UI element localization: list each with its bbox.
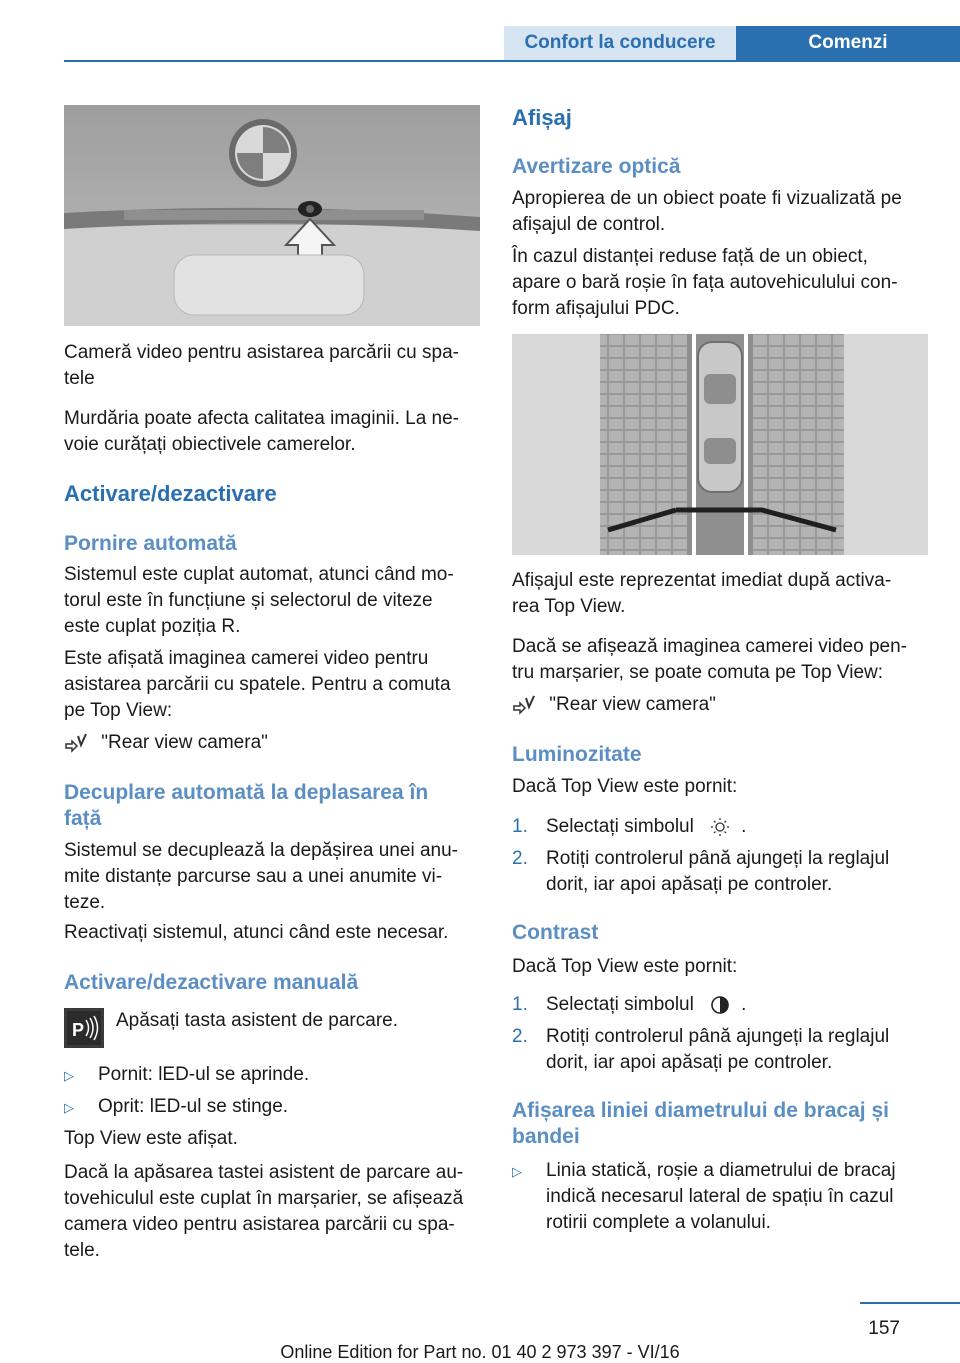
auto-off-text: Sistemul se decuplează la depășirea unei anu‐ mite distanțe parcurse sau a unei anumite vi‐ teze. bbox=[64, 840, 458, 913]
header-rule bbox=[64, 60, 960, 62]
triangle-bullet-icon: ▷ bbox=[64, 1068, 74, 1083]
edition-footer: Online Edition for Part no. 01 40 2 973 397 - VI/16 bbox=[280, 1342, 680, 1362]
heading-optical: Avertizare optică bbox=[512, 155, 681, 178]
contrast-step-1: 1. Selectați simbolul . bbox=[512, 994, 747, 1015]
heading-activation: Activare/dezactivare bbox=[64, 481, 277, 506]
dirt-note: Murdăria poate afecta calitatea imaginii. La ne‐ voie curățați obiectivele camerelor. bbox=[64, 408, 460, 455]
rear-cam-menu-item: "Rear view camera" bbox=[64, 730, 268, 756]
turn-bullet: ▷ Linia statică, roșie a diametrului de bracaj indică necesarul lateral de spațiu în cazul rotirii complete a volanului. bbox=[512, 1160, 896, 1233]
chapter-tab: Comenzi bbox=[736, 26, 960, 60]
contrast-if-on: Dacă Top View este pornit: bbox=[512, 956, 738, 977]
brightness-sun-icon bbox=[703, 817, 737, 837]
manual-text: Apăsați tasta asistent de parcare. bbox=[116, 1010, 398, 1031]
bullet-off: ▷ Oprit: lED-ul se stinge. bbox=[64, 1094, 480, 1121]
auto-on-text: Sistemul este cuplat automat, atunci când mo‐ torul este în funcțiune și selectorul de viteze este cuplat poziția R. bbox=[64, 564, 454, 637]
contrast-step-2: 2. Rotiți controlerul până ajungeți la reglajul dorit, iar apoi apăsați pe controler. bbox=[512, 1026, 890, 1073]
optical-text: Apropierea de un obiect poate fi vizualizată pe afișajul de control. bbox=[512, 188, 902, 235]
bullet-on: ▷ Pornit: lED-ul se aprinde. bbox=[64, 1062, 480, 1089]
svg-text:P: P bbox=[72, 1020, 85, 1040]
auto-on-text-2: Este afișată imaginea camerei video pentru asistarea parcării cu spatele. Pentru a comuta pe Top View: bbox=[64, 648, 451, 721]
heading-auto-on: Pornire automată bbox=[64, 532, 237, 555]
heading-auto-off: Decuplare automată la deplasarea în față bbox=[64, 781, 429, 830]
optical-text-2: În cazul distanței reduse față de un obiect, apare o bară roșie în fața autovehiculului con‐ form afișajului PDC. bbox=[512, 246, 898, 319]
top-view-image bbox=[512, 334, 928, 555]
heading-contrast: Contrast bbox=[512, 921, 599, 944]
park-assist-button-icon bbox=[64, 1008, 104, 1048]
footer-rule bbox=[860, 1302, 960, 1304]
reactivate-text: Reactivați sistemul, atunci când este necesar. bbox=[64, 922, 449, 943]
section-tab: Confort la conducere bbox=[504, 26, 736, 60]
rear-camera-photo bbox=[64, 105, 480, 326]
brightness-step-2: 2. Rotiți controlerul până ajungeți la reglajul dorit, iar apoi apăsați pe controler. bbox=[512, 848, 890, 895]
triangle-bullet-icon: ▷ bbox=[512, 1164, 522, 1179]
reverse-note: Dacă la apăsarea tastei asistent de parcare au‐ tovehiculul este cuplat în marșarier, se afișează camera video pentru asistarea parcării cu spa‐ tele. bbox=[64, 1162, 464, 1261]
display-text-2: Dacă se afișează imaginea camerei video pen‐ tru marșarier, se poate comuta pe Top View: bbox=[512, 636, 907, 683]
triangle-bullet-icon: ▷ bbox=[64, 1100, 74, 1115]
heading-turning-circle: Afișarea liniei diametrului de bracaj și bandei bbox=[512, 1099, 889, 1148]
heading-brightness: Luminozitate bbox=[512, 743, 642, 766]
heading-display: Afișaj bbox=[512, 105, 572, 130]
brightness-step-1: 1. Selectați simbolul . bbox=[512, 816, 747, 837]
contrast-icon bbox=[703, 994, 737, 1016]
camera-switch-icon bbox=[512, 694, 536, 716]
rear-cam-menu-item-right: "Rear view camera" bbox=[512, 692, 716, 718]
heading-manual: Activare/dezactivare manuală bbox=[64, 971, 359, 994]
camera-switch-icon bbox=[64, 732, 88, 754]
photo-caption: Cameră video pentru asistarea parcării cu spa‐ tele bbox=[64, 342, 459, 389]
display-text: Afișajul este reprezentat imediat după activa‐ rea Top View. bbox=[512, 570, 892, 617]
top-view-shown: Top View este afișat. bbox=[64, 1128, 238, 1149]
page-number: 157 bbox=[868, 1318, 900, 1339]
brightness-if-on: Dacă Top View este pornit: bbox=[512, 776, 738, 797]
